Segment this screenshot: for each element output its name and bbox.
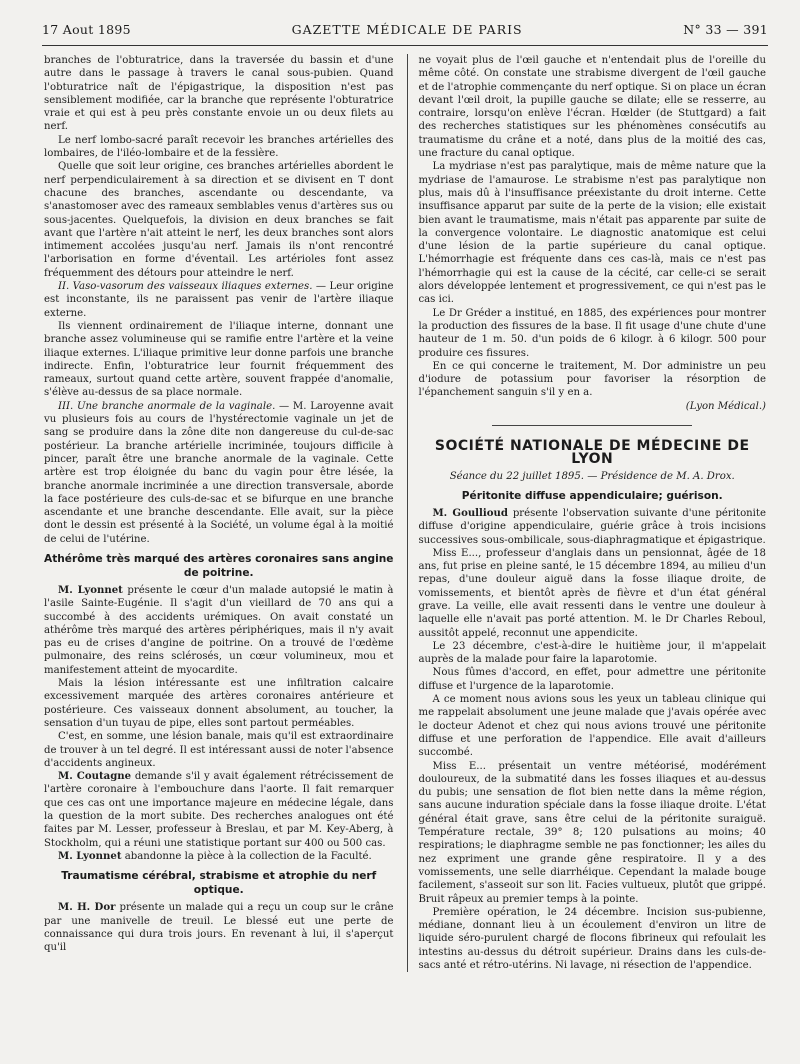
article-columns bbox=[44, 54, 766, 972]
section-heading: Traumatisme cérébral, strabisme et atrophie du nerf optique. bbox=[61, 870, 377, 897]
speaker-name: M. Coutagne bbox=[58, 770, 132, 783]
issue-date: 17 Aout 1895 bbox=[42, 22, 131, 37]
paragraph-text: abandonne la pièce à la collection de la Faculté. bbox=[121, 850, 372, 862]
paragraph bbox=[44, 850, 393, 863]
paragraph: C'est, en somme, une lésion banale, mais qu'il est extraordinaire de trouver à un tel degré. Il est intéressant aussi de noter l'absence d'accidents angineux. bbox=[44, 731, 394, 769]
paragraph: Première opération, le 24 décembre. Incision sus-pubienne, médiane, donnant lieu à un écoulement d'environ un litre de liquide séro-purulent chargé de flocons fibrineux qui refoulait les intestins au-dessus du détroit supérieur. Drains dans les culs-de-sacs anté et rétro-utérins. Ni lavage, ni résection de l'appendice. bbox=[418, 906, 766, 971]
paragraph bbox=[44, 280, 393, 320]
paragraph: Nous fûmes d'accord, en effet, pour admettre une péritonite diffuse et l'urgence de la laparotomie. bbox=[418, 667, 766, 692]
paragraph: ne voyait plus de l'œil gauche et n'entendait plus de l'oreille du même côté. On constate une strabisme divergent de l'œil gauche et de l'atrophie commençante du nerf optique. Si on place un écran devant l'œil droit, la pupille gauche se dilate; elle se resserre, au contraire, lorsqu'on enlève l'écran. Hœlder (de Stuttgard) a fait des recherches statistiques sur les phénomènes consécutifs au traumatisme du crâne et a noté, dans plus de la moitié des cas, une fracture du canal optique. bbox=[418, 55, 766, 160]
speaker-name: M. Goullioud bbox=[432, 506, 508, 519]
paragraph bbox=[44, 901, 393, 954]
session-line: Séance du 22 juillet 1895. — Présidence de M. A. Drox. bbox=[449, 470, 735, 482]
section-heading: Péritonite diffuse appendiculaire; guérison. bbox=[461, 489, 723, 502]
journal-title: GAZETTE MÉDICALE DE PARIS bbox=[291, 22, 523, 37]
paragraph-text: présente un malade qui a reçu un coup sur le crâne par une manivelle de treuil. Le blessé eut une perte de connaissance qui dura trois jours. En revenant à lui, il s'aperçut qu'il bbox=[44, 902, 394, 954]
paragraph-text: présente le cœur d'un malade autopsié le matin à l'asile Sainte-Eugénie. Il s'agit d'un vieillard de 70 ans qui a succombé à des accidents urémiques. On avait constaté un athérôme très marqué des artères périphériques, mais il n'y avait pas eu de crises d'angine de poitrine. On a trouvé de l'œdème pulmonaire, des reins sclérosés, un cœur volumineux, mou et manifestement atteint de myocardite. bbox=[44, 584, 394, 676]
paragraph bbox=[44, 584, 393, 677]
paragraph: Mais la lésion intéressante est une infiltration calcaire excessivement marquée des artères coronaires antérieure et postérieure. Ces vaisseaux donnent absolument, au toucher, la sensation d'un tuyau de pipe, elles sont partout perméables. bbox=[44, 678, 394, 729]
paragraph bbox=[418, 507, 766, 547]
paragraph-text: présente l'observation suivante d'une péritonite diffuse d'origine appendiculaire, guérie grâce à trois incisions successives sous-ombilicale, sous-diaphragmatique et épigastrique. bbox=[418, 507, 766, 546]
paragraph: Quelle que soit leur origine, ces branches artérielles abordent le nerf perpendiculairement à sa direction et se divisent en T dont chacune des branches, ascendante ou descendante, va s'anastomoser avec des rameaux semblables venus d'artères sus ou sous-jacentes. Quelquefois, la division en deux branches se fait avant que l'artère n'ait atteint le nerf, les deux branches sont alors intimement accolées jusqu'au nerf. Jamais ils n'ont rencontré l'arborisation en forme d'éventail. Les artérioles font assez fréquemment des détours pour atteindre le nerf. bbox=[44, 161, 394, 279]
paragraph-text: En ce qui concerne le traitement, M. Dor administre un peu d'iodure de potassium pour favoriser la résorption de l'épanchement sanguin s'il y en a. bbox=[418, 360, 766, 399]
paragraph: Le 23 décembre, c'est-à-dire le huitième jour, il m'appelait auprès de la malade pour faire la laparotomie. bbox=[418, 640, 766, 666]
paragraph: Miss E..., professeur d'anglais dans un pensionnat, âgée de 18 ans, fut prise en pleine santé, le 15 décembre 1894, au milieu d'un repas, d'une douleur aiguë dans la fosse iliaque droite, de vomissements, et bientôt après de fièvre et d'un état général grave. La veille, elle avait ressenti dans le ventre une douleur à laquelle elle n'avait pas porté attention. M. le Dr Charles Reboul, aussitôt appelé, reconnut une appendicite. bbox=[418, 547, 766, 639]
paragraph bbox=[44, 400, 393, 546]
subsection-title: II. Vaso-vasorum des vaisseaux iliaques externes. bbox=[58, 281, 313, 293]
subsection-title: III. Une branche anormale de la vaginale. bbox=[58, 400, 276, 412]
paragraph-text: — Leur origine est inconstante, ils ne paraissent pas venir de l'artère iliaque externe. bbox=[44, 281, 394, 319]
speaker-name: M. Lyonnet bbox=[58, 583, 123, 596]
left-column bbox=[44, 54, 393, 972]
paragraph bbox=[44, 770, 393, 850]
paragraph: Le Dr Gréder a institué, en 1885, des expériences pour montrer la production des fissures de la base. Il fit usage d'une chute d'une hauteur de 1 m. 50. d'un poids de 6 kilogr. à 6 kilogr. 500 pour produire ces fissures. bbox=[418, 307, 766, 359]
paragraph bbox=[418, 360, 766, 400]
source-citation: (Lyon Médical.) bbox=[685, 400, 766, 412]
paragraph: Miss E... présentait un ventre météorisé, modérément douloureux, de la submatité dans les fosses iliaques et au-dessus du pubis; une sensation de flot bien nette dans la même région, sans aucune induration spéciale dans la fosse iliaque droite. L'état général était grave, sans être celui de la péritonite suraiguë. Température rectale, 39° 8; 120 pulsations au moins; 40 respirations; le diaphragme semble ne pas fonctionner; les ailes du nez expriment une grande gêne respiratoire. Il y a des vomissements, une selle diarrhéique. Cependant la malade bouge facilement, s'asseoit sur son lit. Facies vultueux, plutôt que grippé. Bruit râpeux au premier temps à la pointe. bbox=[418, 760, 766, 905]
paragraph-text: — M. Laroyenne avait vu plusieurs fois au cours de l'hystérectomie vaginale un jet de sang se produire dans la zône dite non dangereuse du cul-de-sac postérieur. La branche artérielle incriminée, toujours difficile à pincer, paraît être une branche anormale de la vaginale. Cette artère est trop éloignée du banc du vagin pour être lésée, la branche anormale incriminée a une direction transversale, aborde la face postérieure des culs-de-sac et se bifurque en une branche ascendante et une branche descendante. Elle avait, sur la pièce dont le dessin est présenté à la Société, un volume égal à la moitié de celui de l'utérine. bbox=[44, 400, 394, 545]
paragraph: Le nerf lombo-sacré paraît recevoir les branches artérielles des lombaires, de l'iléo-lombaire et de la fessière. bbox=[44, 134, 394, 160]
paragraph-text: demande s'il y avait également rétrécissement de l'artère coronaire à l'embouchure dans l'aorte. Il fait remarquer que ces cas ont une importance majeure en médecine légale, dans la question de la mort subite. Des recherches analogues ont été faites par M. Lesser, professeur à Breslau, et par M. Key-Aberg, à Stockholm, qui a réuni une statistique portant sur 400 ou 500 cas. bbox=[44, 771, 394, 849]
section-heading: Athérôme très marqué des artères coronaires sans angine de poitrine. bbox=[44, 552, 394, 579]
paragraph: Ils viennent ordinairement de l'iliaque interne, donnant une branche assez volumineuse qui se ramifie entre l'artère et la veine iliaque externes. L'iliaque primitive leur donne parfois une branche indirecte. Enfin, l'obturatrice leur fournit fréquemment des rameaux, surtout quand cette artère, souvent frappée d'anomalie, s'élève au-dessus de sa place normale. bbox=[44, 320, 394, 399]
issue-number: N° 33 — 391 bbox=[683, 22, 768, 37]
paragraph: La mydriase n'est pas paralytique, mais de même nature que la mydriase de l'amaurose. Le strabisme n'est pas paralytique non plus, mais dû à l'insuffisance préexistante du droit interne. Cette insuffisance apparut par suite de la perte de la vision; elle existait bien avant le traumatisme, mais n'était pas apparente par suite de la convergence volontaire. Le diagnostic anatomique est celui d'une lésion de la partie supérieure du canal optique. L'hémorrhagie est fréquente dans ces cas-là, mais ce n'est pas l'hémorrhagie qui est la cause de la cécité, car celle-ci se serait alors développée lentement et progressivement, ce qui n'est pas le cas ici. bbox=[418, 161, 766, 306]
speaker-name: M. H. Dor bbox=[58, 901, 116, 914]
speaker-name: M. Lyonnet bbox=[58, 849, 122, 862]
right-column bbox=[407, 54, 766, 972]
section-divider bbox=[492, 425, 692, 426]
paragraph: branches de l'obturatrice, dans la traversée du bassin et d'une autre dans le passage à travers le canal sous-pubien. Quand l'obturatrice naît de l'épigastrique, la disposition n'est pas sensiblement modifiée, car la branche que représente l'obturatrice vraie et qui est à peu près constante envoie un ou deux filets au nerf. bbox=[44, 55, 394, 133]
society-heading: SOCIÉTÉ NATIONALE DE MÉDECINE DE LYON bbox=[434, 438, 750, 468]
page-header bbox=[42, 22, 768, 46]
paragraph: A ce moment nous avions sous les yeux un tableau clinique qui me rappelait absolument une jeune malade que j'avais opérée avec le docteur Adenot et chez qui nous avions trouvé une péritonite diffuse et une perforation de l'appendice. Elle avait d'ailleurs succombé. bbox=[418, 694, 766, 759]
